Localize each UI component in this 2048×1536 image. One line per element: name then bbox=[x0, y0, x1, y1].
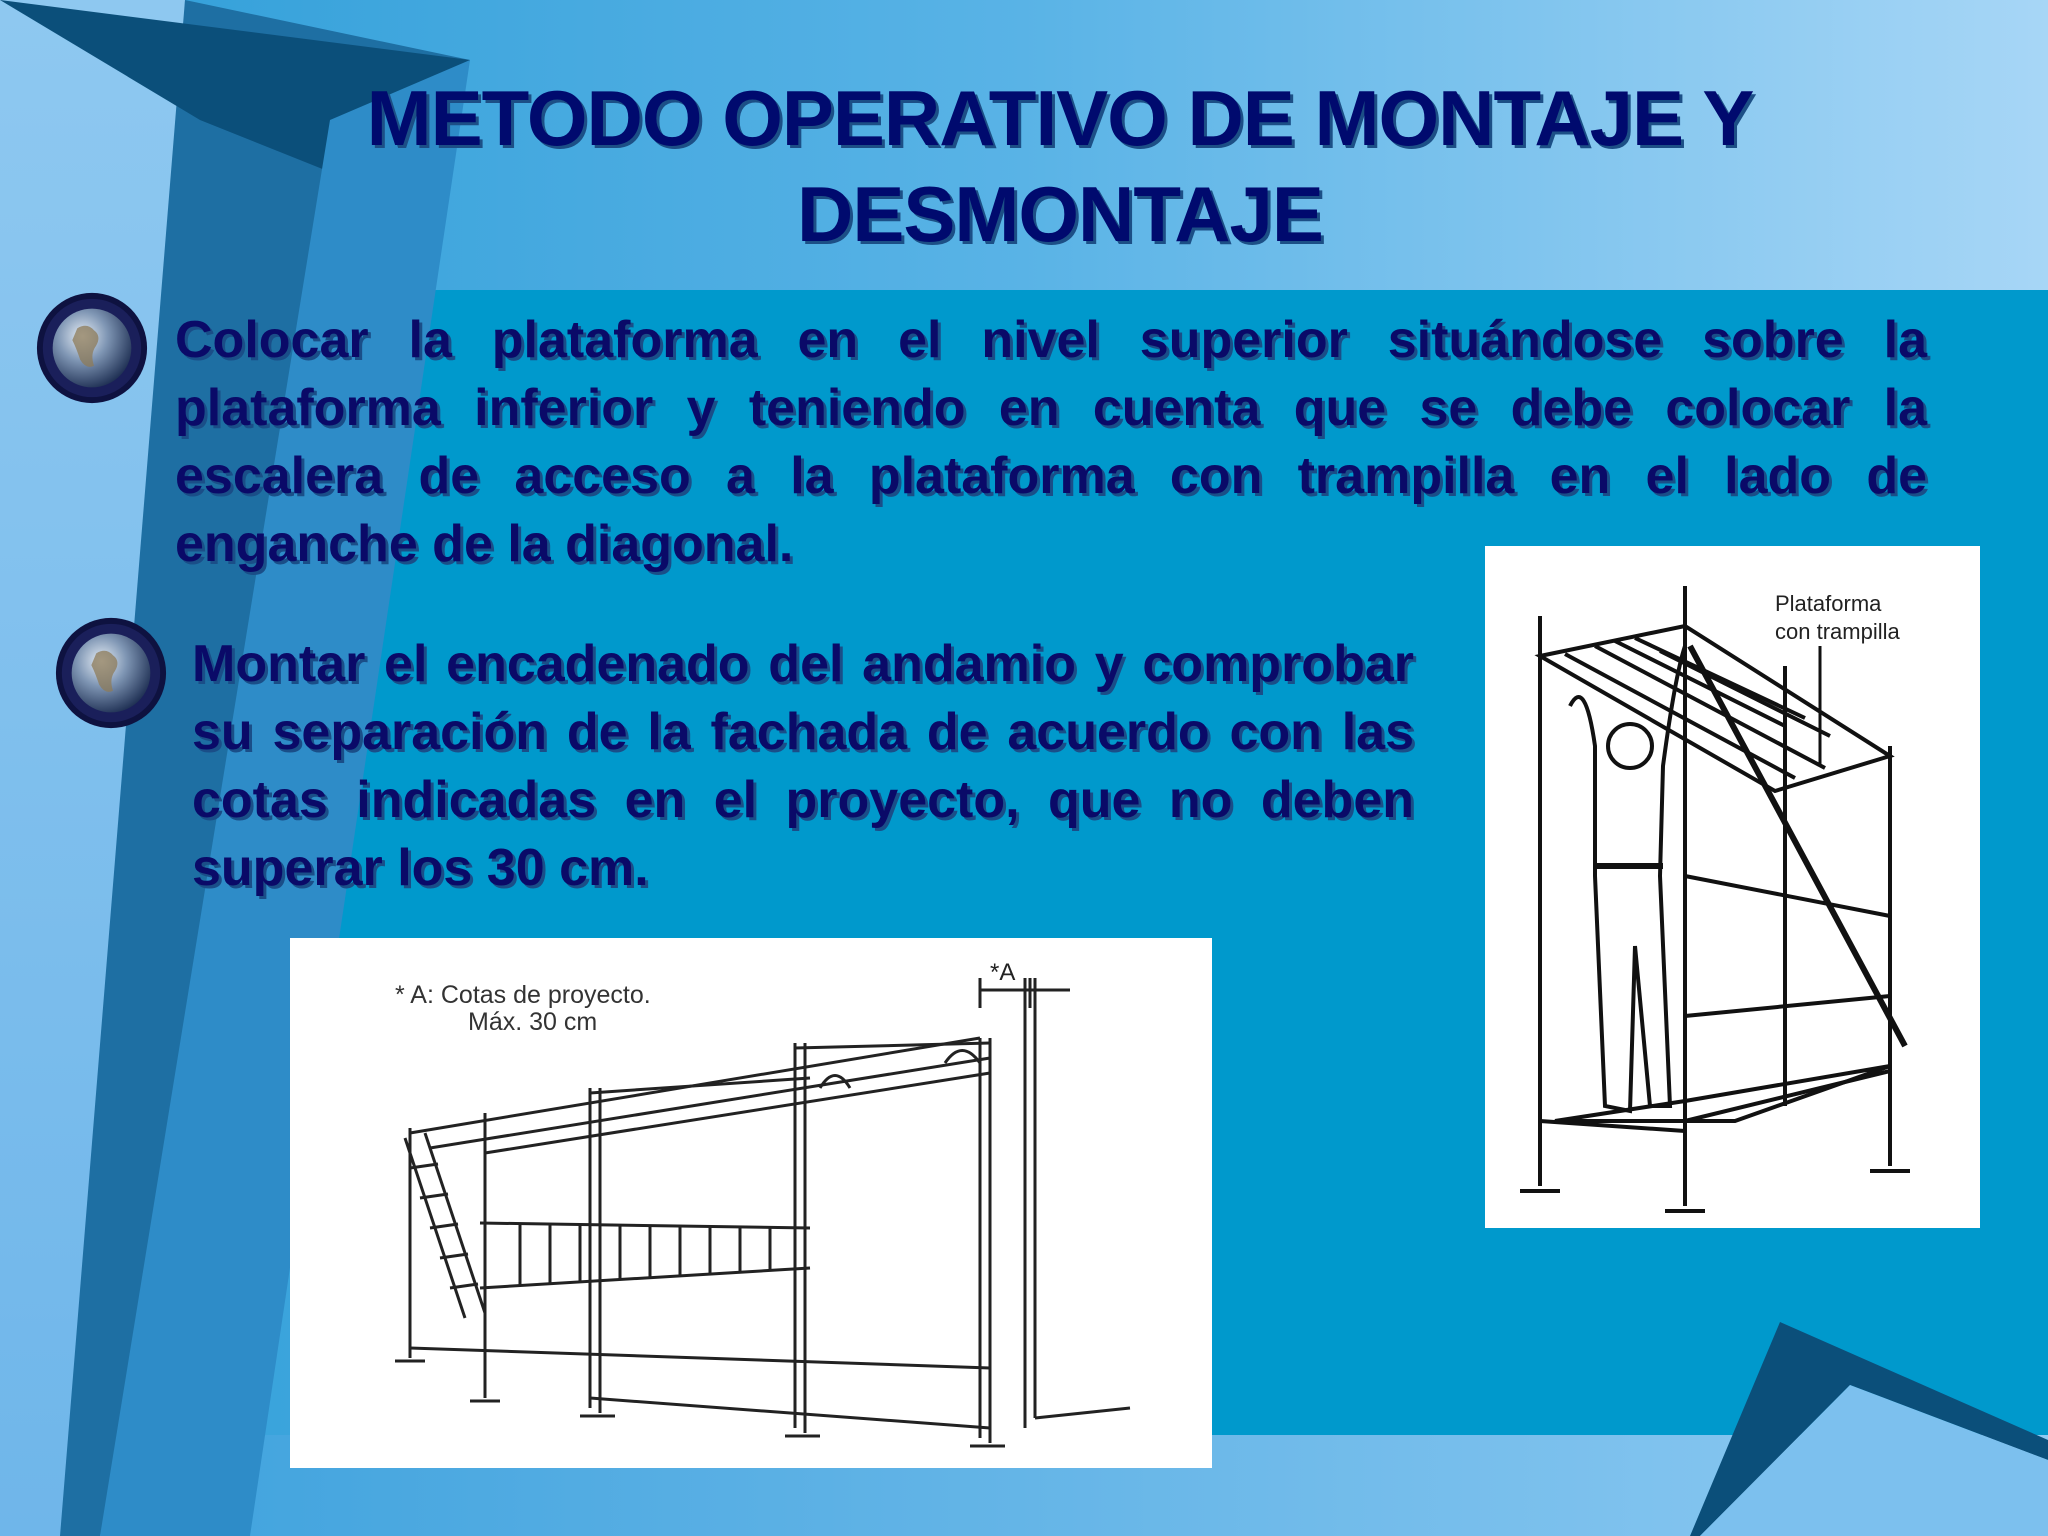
slide-title bbox=[260, 70, 1860, 262]
bullet-text-1: Colocar la plataforma en el nivel superior situándose sobre la plataforma inferior y teniendo en cuenta que se debe colocar la escalera de acceso a la plataforma con trampilla en el lado de enganche de la diagonal. bbox=[175, 311, 1927, 573]
bullet-text-2: Montar el encadenado del andamio y comprobar su separación de la fachada de acuerdo con las cotas indicadas en el proyecto, que no deben superar los 30 cm. bbox=[192, 635, 1414, 897]
globe-icon bbox=[52, 614, 170, 732]
figure-bottom-note-line-1: * A: Cotas de proyecto. bbox=[395, 981, 651, 1009]
dimension-a-label: *A bbox=[990, 959, 1016, 986]
title-line-1: METODO OPERATIVO DE MONTAJE Y bbox=[366, 74, 1754, 162]
scaffold-facade-figure bbox=[290, 938, 1212, 1468]
figure-right-label-line-2: con trampilla bbox=[1775, 619, 1900, 644]
figure-right-label-line-1: Plataforma bbox=[1775, 591, 1882, 616]
figure-bottom-note-line-2: Máx. 30 cm bbox=[468, 1008, 598, 1036]
scaffold-worker-figure bbox=[1485, 546, 1980, 1228]
title-line-2: DESMONTAJE bbox=[797, 170, 1323, 258]
globe-icon bbox=[33, 289, 151, 407]
